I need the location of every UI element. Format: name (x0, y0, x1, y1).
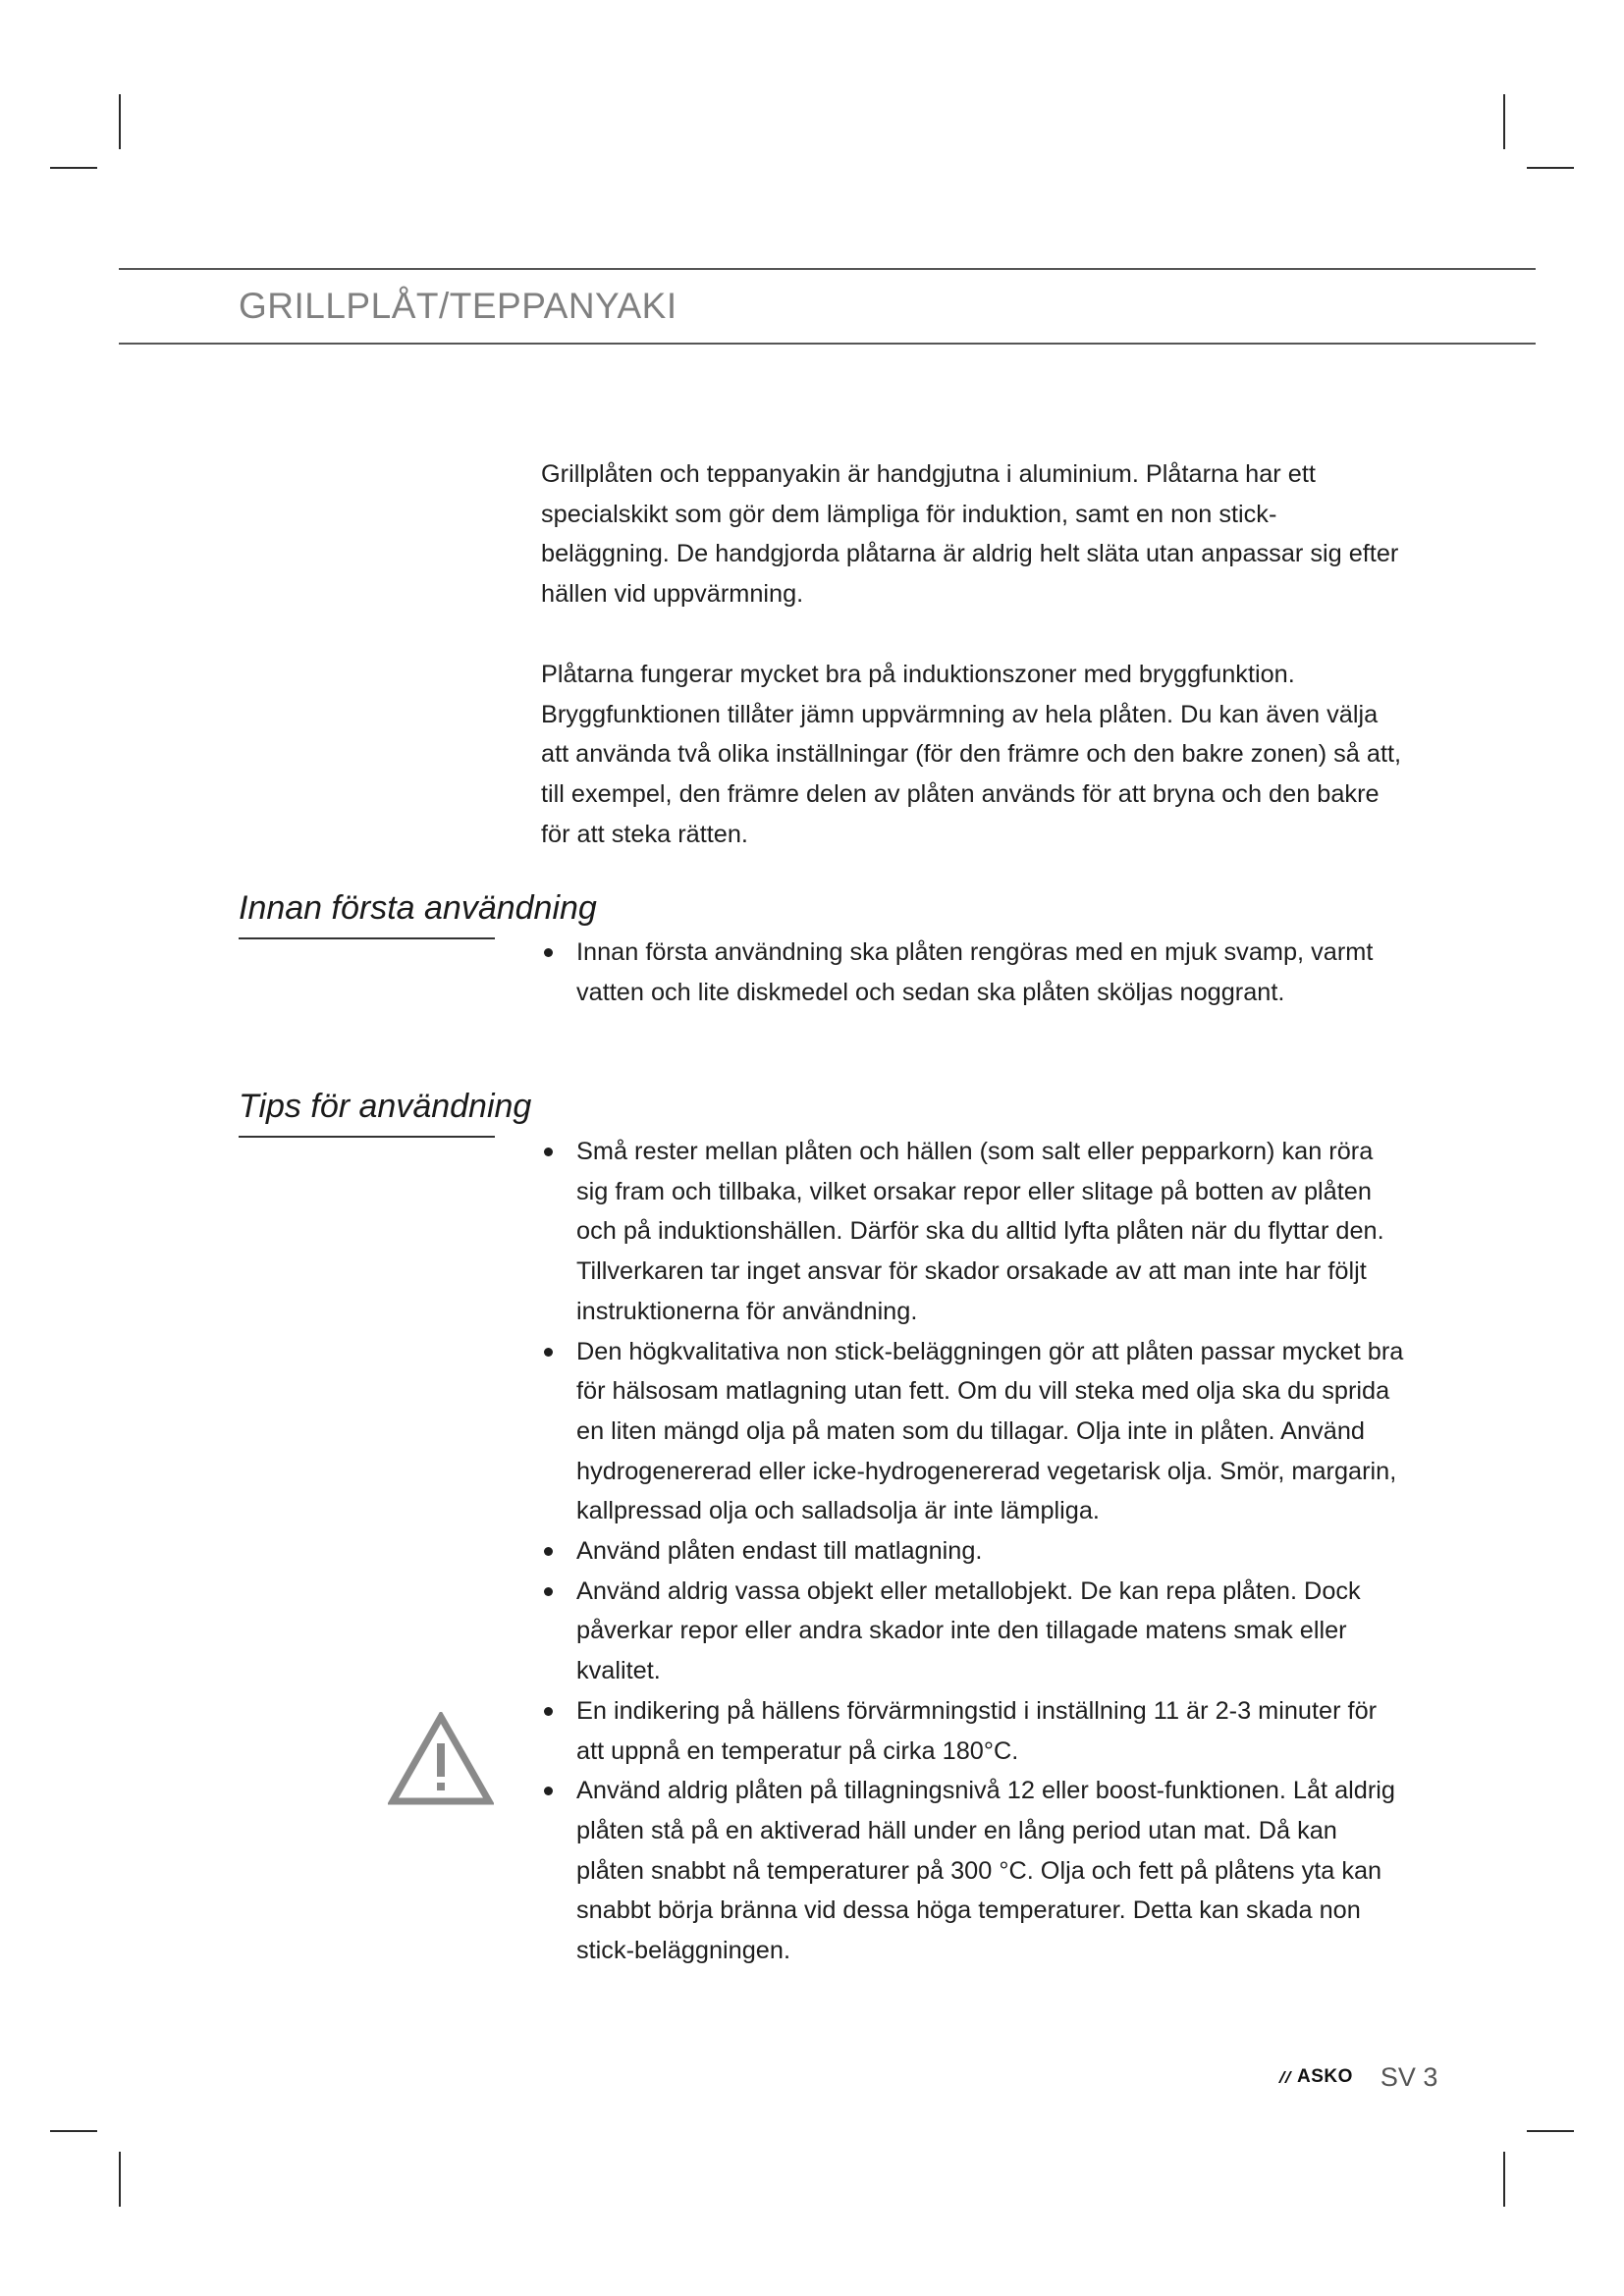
header-rule-top (119, 268, 1536, 270)
warning-icon (388, 1712, 494, 1806)
crop-mark (50, 2130, 97, 2132)
crop-mark (1527, 167, 1574, 169)
tips-list (541, 1132, 1405, 1971)
page-title: GRILLPLÅT/TEPPANYAKI (239, 286, 677, 326)
page-footer (1276, 2057, 1437, 2097)
heading-underline (239, 1136, 495, 1138)
brand-name: ASKO (1297, 2066, 1353, 2087)
intro-paragraph: Grillplåten och teppanyakin är handgjutna i aluminium. Plåtarna har ett specialskikt som gör dem lämpliga för induktion, samt en non stick-beläggning. De handgjorda plåtarna är aldrig helt släta utan anpassar sig efter hällen vid uppvärmning. (541, 460, 1399, 609)
brand-logo (1276, 2066, 1353, 2088)
list-item: En indikering på hällens förvärmningstid i inställning 11 är 2-3 minuter för att uppnå en temperatur på cirka 180°C. (541, 1691, 1405, 1771)
heading-underline (239, 937, 495, 939)
crop-mark (1503, 94, 1505, 149)
crop-mark (119, 94, 121, 149)
list-item: Den högkvalitativa non stick-beläggningen gör att plåten passar mycket bra för hälsosam matlagning utan fett. Om du vill steka med olja ska du sprida en liten mängd olja på maten som du tillagar. Olja inte in plåten. Använd hydrogenererad eller icke-hydrogenererad vegetarisk olja. Smör, margarin, kallpressad olja och salladsolja är inte lämpliga. (541, 1332, 1405, 1532)
list-item: Använd aldrig vassa objekt eller metallobjekt. De kan repa plåten. Dock påverkar repor eller andra skador inte den tillagade matens smak eller kvalitet. (541, 1572, 1405, 1691)
page-number: SV 3 (1380, 2061, 1438, 2092)
section-heading-first-use: Innan första användning (239, 889, 597, 927)
crop-mark (1527, 2130, 1574, 2132)
list-item: Använd plåten endast till matlagning. (541, 1531, 1405, 1572)
intro-paragraph: Plåtarna fungerar mycket bra på induktionszoner med bryggfunktion. Bryggfunktionen tillåter jämn uppvärmning av hela plåten. Du kan även välja att använda två olika inställningar (för den främre och den bakre zonen) så att, till exempel, den främre delen av plåten används för att bryna och den bakre för att steka rätten. (541, 661, 1402, 848)
list-item: Små rester mellan plåten och hällen (som salt eller pepparkorn) kan röra sig fram och tillbaka, vilket orsakar repor eller slitage på botten av plåten och på induktionshällen. Därför ska du alltid lyfta plåten när du flyttar den. Tillverkaren tar inget ansvar för skador orsakade av att man inte har följt instruktionerna för användning. (541, 1132, 1405, 1332)
first-use-list (541, 933, 1405, 1012)
list-item: Använd aldrig plåten på tillagningsnivå 12 eller boost-funktionen. Låt aldrig plåten stå på en aktiverad häll under en lång period utan mat. Då kan plåten snabbt nå temperaturer på 300 °C. Olja och fett på plåtens yta kan snabbt börja bränna vid dessa höga temperaturer. Detta kan skada non stick-beläggningen. (541, 1771, 1405, 1971)
header-rule-bottom (119, 343, 1536, 345)
asko-logo-icon (1276, 2069, 1294, 2085)
list-item: Innan första användning ska plåten rengöras med en mjuk svamp, varmt vatten och lite diskmedel och sedan ska plåten sköljas noggrant. (541, 933, 1405, 1012)
crop-mark (50, 167, 97, 169)
section-heading-tips: Tips för användning (239, 1088, 532, 1125)
crop-mark (1503, 2152, 1505, 2207)
crop-mark (119, 2152, 121, 2207)
